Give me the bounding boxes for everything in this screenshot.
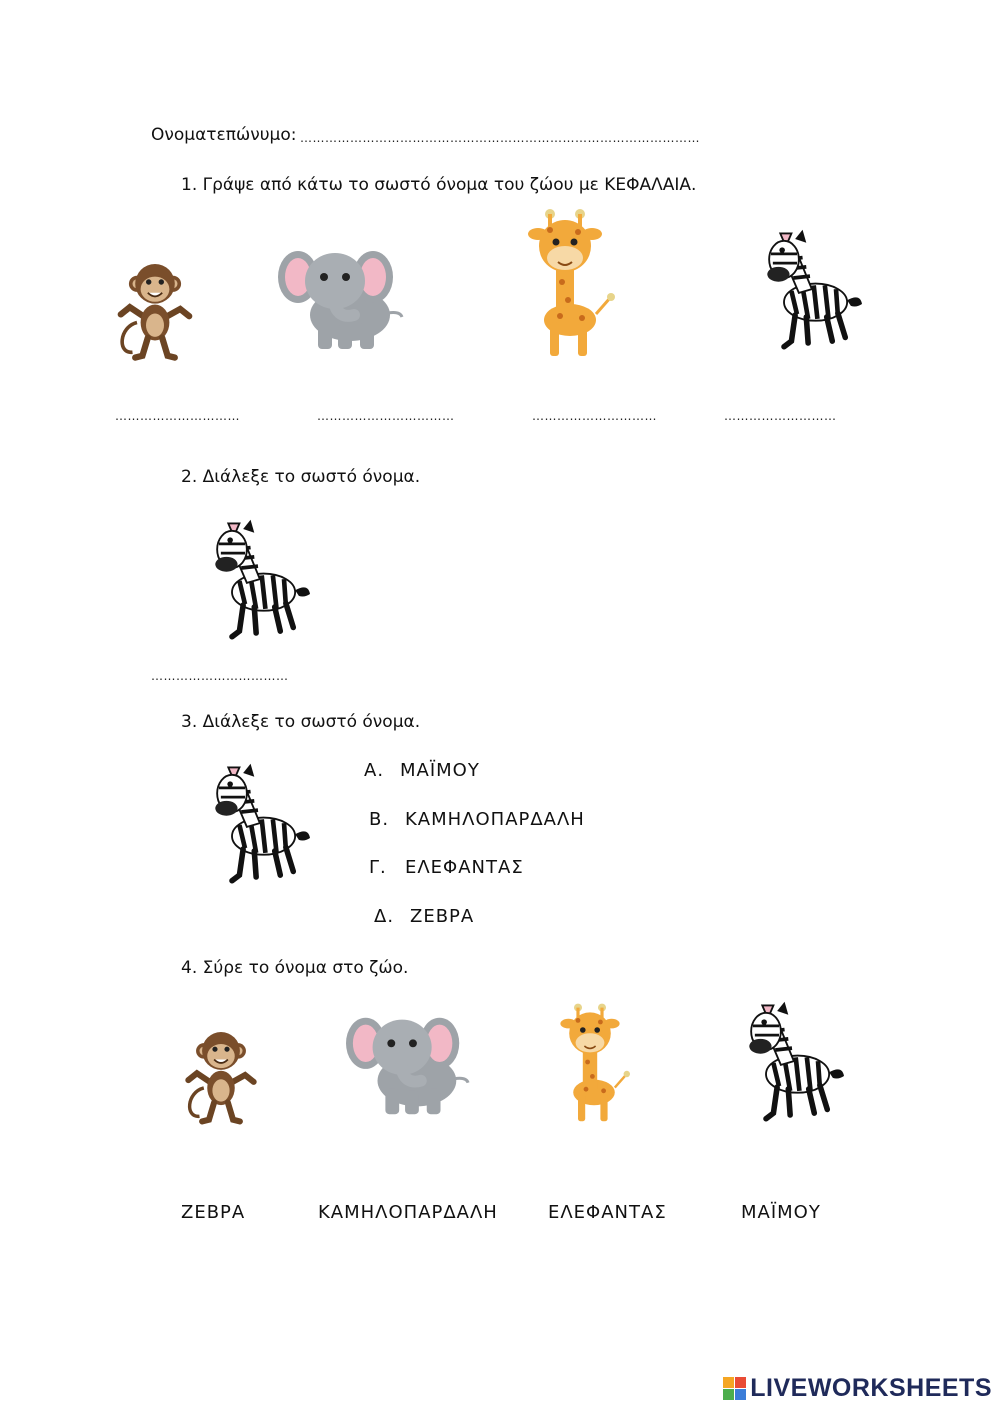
name-input-line[interactable]: ……………………………………………………………………………………: [300, 131, 700, 145]
zebra-icon: [198, 760, 318, 890]
option-text: ΖΕΒΡΑ: [410, 906, 475, 927]
liveworksheets-logo: [723, 1374, 992, 1403]
name-label: Ονοματεπώνυμο:: [151, 125, 297, 145]
option-text: ΕΛΕΦΑΝΤΑΣ: [405, 857, 524, 878]
giraffe-icon[interactable]: [552, 998, 636, 1126]
drag-word-giraffe[interactable]: ΚΑΜΗΛΟΠΑΡΔΑΛΗ: [318, 1202, 498, 1223]
q1-instruction: 1. Γράψε από κάτω το σωστό όνομα του ζώου με ΚΕΦΑΛΑΙΑ.: [181, 175, 697, 195]
q1-answer-zebra[interactable]: ………………………: [724, 409, 837, 423]
q3-option-c[interactable]: [369, 857, 524, 878]
brand-name: LIVEWORKSHEETS: [750, 1374, 992, 1402]
option-text: ΜΑΪΜΟΥ: [400, 760, 480, 781]
zebra-icon: [198, 516, 318, 646]
drag-word-monkey[interactable]: ΜΑΪΜΟΥ: [741, 1202, 821, 1223]
q2-answer-dropdown[interactable]: ……………………………: [151, 669, 289, 683]
logo-mark-icon: [723, 1377, 746, 1400]
q2-instruction: 2. Διάλεξε το σωστό όνομα.: [181, 467, 421, 487]
q3-option-b[interactable]: [369, 809, 585, 830]
giraffe-icon: [520, 202, 620, 362]
option-letter: Δ.: [374, 906, 395, 927]
q1-answer-elephant[interactable]: ……………………………: [317, 409, 455, 423]
q1-answer-giraffe[interactable]: …………………………: [532, 409, 657, 423]
elephant-icon: [278, 233, 408, 361]
drag-word-elephant[interactable]: ΕΛΕΦΑΝΤΑΣ: [548, 1202, 667, 1223]
option-letter: Β.: [369, 809, 390, 830]
option-text: ΚΑΜΗΛΟΠΑΡΔΑΛΗ: [405, 809, 585, 830]
option-letter: Γ.: [369, 857, 387, 878]
q3-option-d[interactable]: [374, 906, 474, 927]
monkey-icon[interactable]: [178, 1022, 264, 1128]
zebra-icon[interactable]: [732, 998, 852, 1128]
q3-option-a[interactable]: [364, 760, 480, 781]
drag-word-zebra[interactable]: ΖΕΒΡΑ: [181, 1202, 246, 1223]
q4-instruction: 4. Σύρε το όνομα στο ζώο.: [181, 958, 409, 978]
q3-instruction: 3. Διάλεξε το σωστό όνομα.: [181, 712, 421, 732]
q1-answer-monkey[interactable]: …………………………: [115, 409, 240, 423]
option-letter: Α.: [364, 760, 385, 781]
monkey-icon: [110, 255, 200, 363]
elephant-icon[interactable]: [346, 1000, 474, 1126]
zebra-icon: [750, 226, 870, 356]
